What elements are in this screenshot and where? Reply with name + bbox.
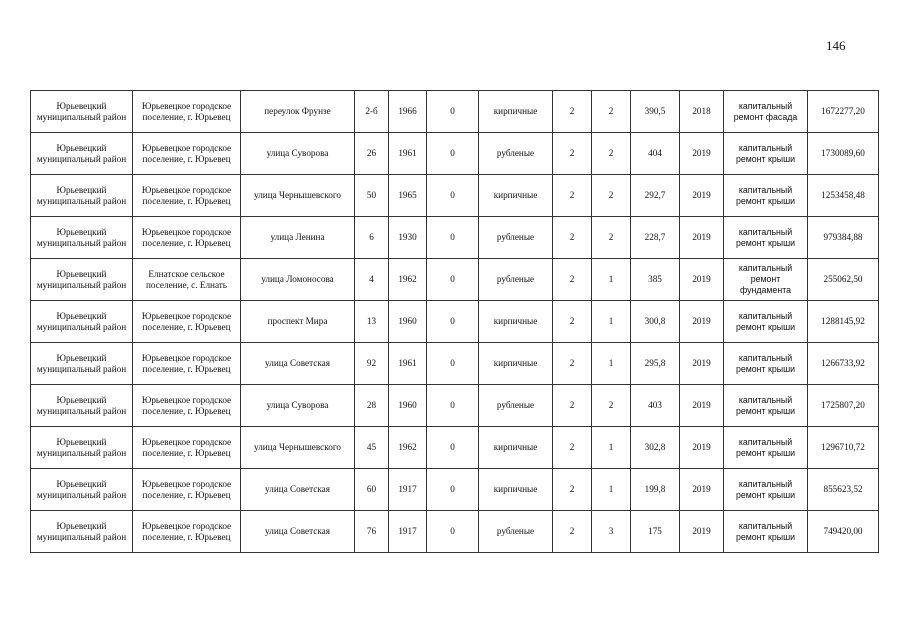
repair-year-cell: 2019 [680,217,724,259]
house-number-cell: 92 [355,343,389,385]
settlement-cell: Юрьевецкое городское поселение, г. Юрьевец [133,469,241,511]
wall-material-cell: рубленые [479,259,553,301]
repair-year-cell: 2019 [680,301,724,343]
repair-year-cell: 2019 [680,427,724,469]
table-row [31,175,879,217]
work-type-cell: капитальный ремонт крыши [724,385,808,427]
cost-cell: 1672277,20 [808,91,879,133]
house-number-cell: 2-б [355,91,389,133]
repair-year-cell: 2019 [680,343,724,385]
wear-percent-cell: 0 [427,385,479,427]
floors-cell: 2 [553,511,592,553]
street-cell: улица Советская [241,343,355,385]
area-cell: 385 [631,259,680,301]
area-cell: 295,8 [631,343,680,385]
wall-material-cell: рубленые [479,133,553,175]
table-row [31,301,879,343]
area-cell: 175 [631,511,680,553]
settlement-cell: Елнатское сельское поселение, с. Елнать [133,259,241,301]
district-cell: Юрьевецкий муниципальный район [31,427,133,469]
year-built-cell: 1917 [389,469,427,511]
house-number-cell: 50 [355,175,389,217]
entrances-cell: 1 [592,427,631,469]
floors-cell: 2 [553,91,592,133]
floors-cell: 2 [553,385,592,427]
repair-year-cell: 2019 [680,469,724,511]
district-cell: Юрьевецкий муниципальный район [31,301,133,343]
wall-material-cell: кирпичные [479,91,553,133]
settlement-cell: Юрьевецкое городское поселение, г. Юрьевец [133,343,241,385]
cost-cell: 1288145,92 [808,301,879,343]
area-cell: 292,7 [631,175,680,217]
work-type-cell: капитальный ремонт фундамента [724,259,808,301]
floors-cell: 2 [553,301,592,343]
wall-material-cell: рубленые [479,511,553,553]
street-cell: улица Ломоносова [241,259,355,301]
wear-percent-cell: 0 [427,511,479,553]
year-built-cell: 1917 [389,511,427,553]
year-built-cell: 1960 [389,301,427,343]
cost-cell: 1730089,60 [808,133,879,175]
house-number-cell: 13 [355,301,389,343]
cost-cell: 1296710,72 [808,427,879,469]
district-cell: Юрьевецкий муниципальный район [31,217,133,259]
area-cell: 404 [631,133,680,175]
entrances-cell: 3 [592,511,631,553]
area-cell: 199,8 [631,469,680,511]
repair-year-cell: 2019 [680,175,724,217]
settlement-cell: Юрьевецкое городское поселение, г. Юрьевец [133,217,241,259]
table-row [31,385,879,427]
year-built-cell: 1962 [389,427,427,469]
work-type-cell: капитальный ремонт крыши [724,469,808,511]
district-cell: Юрьевецкий муниципальный район [31,259,133,301]
repair-year-cell: 2019 [680,133,724,175]
cost-cell: 979384,88 [808,217,879,259]
entrances-cell: 1 [592,301,631,343]
table-row [31,259,879,301]
wear-percent-cell: 0 [427,469,479,511]
area-cell: 403 [631,385,680,427]
floors-cell: 2 [553,469,592,511]
work-type-cell: капитальный ремонт крыши [724,175,808,217]
district-cell: Юрьевецкий муниципальный район [31,91,133,133]
wall-material-cell: кирпичные [479,175,553,217]
year-built-cell: 1961 [389,343,427,385]
area-cell: 302,8 [631,427,680,469]
district-cell: Юрьевецкий муниципальный район [31,469,133,511]
street-cell: улица Чернышевского [241,427,355,469]
year-built-cell: 1961 [389,133,427,175]
cost-cell: 1725807,20 [808,385,879,427]
table-row [31,469,879,511]
year-built-cell: 1960 [389,385,427,427]
wear-percent-cell: 0 [427,91,479,133]
floors-cell: 2 [553,175,592,217]
entrances-cell: 2 [592,91,631,133]
street-cell: улица Суворова [241,133,355,175]
table-row [31,91,879,133]
table-row [31,511,879,553]
wall-material-cell: кирпичные [479,427,553,469]
repair-year-cell: 2019 [680,259,724,301]
wear-percent-cell: 0 [427,133,479,175]
cost-cell: 855623,52 [808,469,879,511]
work-type-cell: капитальный ремонт крыши [724,511,808,553]
entrances-cell: 2 [592,217,631,259]
wear-percent-cell: 0 [427,175,479,217]
wall-material-cell: рубленые [479,385,553,427]
house-number-cell: 60 [355,469,389,511]
street-cell: проспект Мира [241,301,355,343]
year-built-cell: 1962 [389,259,427,301]
area-cell: 228,7 [631,217,680,259]
year-built-cell: 1966 [389,91,427,133]
street-cell: улица Советская [241,469,355,511]
entrances-cell: 1 [592,259,631,301]
district-cell: Юрьевецкий муниципальный район [31,385,133,427]
house-number-cell: 76 [355,511,389,553]
entrances-cell: 2 [592,175,631,217]
settlement-cell: Юрьевецкое городское поселение, г. Юрьевец [133,301,241,343]
work-type-cell: капитальный ремонт крыши [724,301,808,343]
work-type-cell: капитальный ремонт крыши [724,133,808,175]
house-number-cell: 45 [355,427,389,469]
settlement-cell: Юрьевецкое городское поселение, г. Юрьевец [133,511,241,553]
year-built-cell: 1965 [389,175,427,217]
street-cell: улица Советская [241,511,355,553]
district-cell: Юрьевецкий муниципальный район [31,133,133,175]
house-number-cell: 26 [355,133,389,175]
house-number-cell: 6 [355,217,389,259]
district-cell: Юрьевецкий муниципальный район [31,175,133,217]
table-row [31,217,879,259]
entrances-cell: 2 [592,133,631,175]
entrances-cell: 1 [592,343,631,385]
work-type-cell: капитальный ремонт фасада [724,91,808,133]
wear-percent-cell: 0 [427,427,479,469]
cost-cell: 255062,50 [808,259,879,301]
floors-cell: 2 [553,427,592,469]
wear-percent-cell: 0 [427,343,479,385]
house-number-cell: 28 [355,385,389,427]
wear-percent-cell: 0 [427,301,479,343]
house-number-cell: 4 [355,259,389,301]
street-cell: улица Чернышевского [241,175,355,217]
repair-year-cell: 2018 [680,91,724,133]
street-cell: переулок Фрунзе [241,91,355,133]
work-type-cell: капитальный ремонт крыши [724,427,808,469]
street-cell: улица Ленина [241,217,355,259]
settlement-cell: Юрьевецкое городское поселение, г. Юрьевец [133,427,241,469]
district-cell: Юрьевецкий муниципальный район [31,511,133,553]
entrances-cell: 2 [592,385,631,427]
settlement-cell: Юрьевецкое городское поселение, г. Юрьевец [133,175,241,217]
wall-material-cell: кирпичные [479,469,553,511]
settlement-cell: Юрьевецкое городское поселение, г. Юрьевец [133,133,241,175]
floors-cell: 2 [553,133,592,175]
table-row [31,343,879,385]
wall-material-cell: рубленые [479,217,553,259]
cost-cell: 1266733,92 [808,343,879,385]
entrances-cell: 1 [592,469,631,511]
wear-percent-cell: 0 [427,217,479,259]
cost-cell: 1253458,48 [808,175,879,217]
district-cell: Юрьевецкий муниципальный район [31,343,133,385]
page-number: 146 [826,38,846,53]
wear-percent-cell: 0 [427,259,479,301]
repair-year-cell: 2019 [680,385,724,427]
cost-cell: 749420,00 [808,511,879,553]
area-cell: 300,8 [631,301,680,343]
wall-material-cell: кирпичные [479,343,553,385]
housing-repair-table [30,90,879,553]
floors-cell: 2 [553,217,592,259]
work-type-cell: капитальный ремонт крыши [724,343,808,385]
street-cell: улица Суворова [241,385,355,427]
settlement-cell: Юрьевецкое городское поселение, г. Юрьевец [133,385,241,427]
floors-cell: 2 [553,259,592,301]
settlement-cell: Юрьевецкое городское поселение, г. Юрьевец [133,91,241,133]
year-built-cell: 1930 [389,217,427,259]
table-row [31,427,879,469]
repair-year-cell: 2019 [680,511,724,553]
table-row [31,133,879,175]
table-body [31,91,879,553]
floors-cell: 2 [553,343,592,385]
area-cell: 390,5 [631,91,680,133]
wall-material-cell: кирпичные [479,301,553,343]
work-type-cell: капитальный ремонт крыши [724,217,808,259]
